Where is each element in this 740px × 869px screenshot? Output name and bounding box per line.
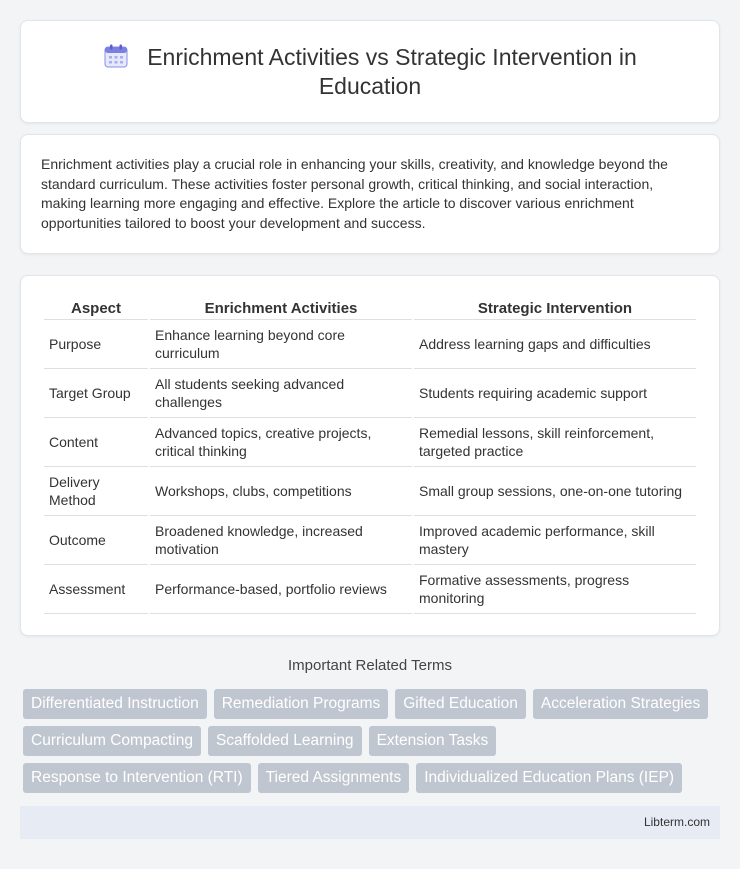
- cell-intervention: Small group sessions, one-on-one tutoring: [414, 467, 696, 516]
- cell-aspect: Assessment: [44, 565, 148, 614]
- related-term-tag[interactable]: Individualized Education Plans (IEP): [416, 763, 682, 793]
- intro-text: Enrichment activities play a crucial role in enhancing your skills, creativity, and knowledge beyond the standard curriculum. These activities foster personal growth, critical thinking, and social interaction, making learning more engaging and effective. Explore the article to discover various enrichment opportunities tailored to boost your development and success.: [41, 156, 668, 231]
- related-term-tag[interactable]: Acceleration Strategies: [533, 689, 708, 719]
- header-aspect: Aspect: [44, 296, 148, 320]
- table-row: [44, 320, 696, 369]
- table-row: [44, 369, 696, 418]
- cell-aspect: Purpose: [44, 320, 148, 369]
- footer-site-link[interactable]: Libterm.com: [643, 815, 710, 829]
- calendar-icon: [103, 44, 129, 68]
- comparison-table: [42, 296, 698, 614]
- cell-enrichment: Performance-based, portfolio reviews: [150, 565, 412, 614]
- cell-intervention: Improved academic performance, skill mastery: [414, 516, 696, 565]
- table-row: [44, 418, 696, 467]
- cell-aspect: Delivery Method: [44, 467, 148, 516]
- table-row: [44, 467, 696, 516]
- related-term-tag[interactable]: Remediation Programs: [214, 689, 389, 719]
- header-intervention: Strategic Intervention: [414, 296, 696, 320]
- related-term-tag[interactable]: Scaffolded Learning: [208, 726, 362, 756]
- cell-enrichment: Broadened knowledge, increased motivation: [150, 516, 412, 565]
- cell-intervention: Students requiring academic support: [414, 369, 696, 418]
- related-term-tag[interactable]: Curriculum Compacting: [23, 726, 201, 756]
- cell-enrichment: All students seeking advanced challenges: [150, 369, 412, 418]
- page-title: [61, 43, 679, 101]
- cell-aspect: Content: [44, 418, 148, 467]
- related-term-tag[interactable]: Gifted Education: [395, 689, 526, 719]
- related-term-tag[interactable]: Tiered Assignments: [258, 763, 410, 793]
- related-terms-list: [20, 689, 720, 793]
- footer: [20, 806, 720, 839]
- page-title-text: Enrichment Activities vs Strategic Intervention in Education: [147, 43, 637, 99]
- table-row: [44, 516, 696, 565]
- related-terms-title: Important Related Terms: [288, 657, 452, 674]
- related-term-tag[interactable]: Differentiated Instruction: [23, 689, 207, 719]
- header-enrichment: Enrichment Activities: [150, 296, 412, 320]
- cell-intervention: Remedial lessons, skill reinforcement, targeted practice: [414, 418, 696, 467]
- intro-card: [20, 134, 720, 254]
- cell-aspect: Target Group: [44, 369, 148, 418]
- related-term-tag[interactable]: Extension Tasks: [369, 726, 497, 756]
- table-header-row: [44, 296, 696, 320]
- cell-enrichment: Enhance learning beyond core curriculum: [150, 320, 412, 369]
- cell-intervention: Formative assessments, progress monitoring: [414, 565, 696, 614]
- header-card: [20, 20, 720, 123]
- cell-enrichment: Advanced topics, creative projects, critical thinking: [150, 418, 412, 467]
- related-term-tag[interactable]: Response to Intervention (RTI): [23, 763, 251, 793]
- cell-intervention: Address learning gaps and difficulties: [414, 320, 696, 369]
- cell-aspect: Outcome: [44, 516, 148, 565]
- comparison-table-card: [20, 275, 720, 636]
- cell-enrichment: Workshops, clubs, competitions: [150, 467, 412, 516]
- table-row: [44, 565, 696, 614]
